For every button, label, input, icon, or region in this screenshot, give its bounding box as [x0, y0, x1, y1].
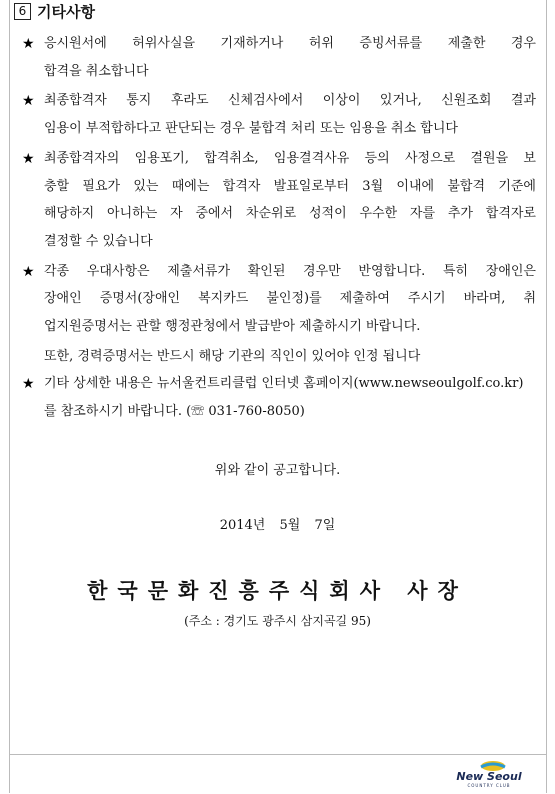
star-bullet-icon: ★ — [22, 263, 35, 280]
section-title: 기타사항 — [37, 3, 95, 21]
page-border-left — [9, 0, 10, 793]
section-number: 6 — [14, 3, 31, 20]
item-line: 해당하지 아니하는 자 중에서 차순위로 성적이 우수한 자를 추가 합격자로 — [44, 206, 536, 222]
item-line: 각종 우대사항은 제출서류가 확인된 경우만 반영합니다. 특히 장애인은 — [44, 263, 536, 279]
item-line: 기타 상세한 내용은 뉴서울컨트리클럽 인터넷 홈페이지(www.newseoulgolf.co.kr) — [44, 376, 524, 392]
star-bullet-icon: ★ — [22, 150, 35, 167]
logo-subtext: COUNTRY CLUB — [467, 783, 511, 788]
star-bullet-icon: ★ — [22, 36, 35, 52]
announcement-date — [0, 514, 555, 533]
section-heading — [14, 1, 95, 22]
item-line: 합격을 취소합니다 — [44, 63, 149, 79]
item-line: 충할 필요가 있는 때에는 합격자 발표일로부터 3월 이내에 불합격 기준에 — [44, 178, 536, 194]
page-border-bottom — [9, 754, 547, 755]
item-line: 임용이 부적합하다고 판단되는 경우 불합격 처리 또는 임용을 취소 합니다 — [44, 121, 458, 137]
list-item — [22, 370, 536, 425]
star-bullet-icon: ★ — [22, 376, 35, 393]
company-signature: 한국문화진흥주식회사 사장 — [87, 579, 468, 603]
item-note: 또한, 경력증명서는 반드시 해당 기관의 직인이 있어야 인정 됩니다 — [44, 348, 421, 364]
list-item — [22, 87, 536, 142]
new-seoul-logo — [447, 760, 531, 790]
list-item — [22, 145, 536, 256]
page-border-right — [546, 0, 547, 793]
date-day: 7일 — [314, 518, 336, 533]
item-line: 최종합격자 통지 후라도 신체검사에서 이상이 있거나, 신원조회 결과 — [44, 93, 536, 109]
announcement-text: 위와 같이 공고합니다. — [214, 463, 341, 478]
item-line: 최종합격자의 임용포기, 합격취소, 임용결격사유 등의 사정으로 결원을 보 — [44, 150, 536, 166]
item-line: 결정할 수 있습니다 — [44, 233, 153, 249]
date-year: 2014년 — [219, 518, 266, 533]
item-line: 장애인 증명서(장애인 복지카드 불인정)를 제출하여 주시기 바라며, 취 — [44, 291, 536, 307]
item-line: 를 참조하시기 바랍니다. (☏ 031-760-8050) — [44, 404, 305, 420]
company-address: (주소 : 경기도 광주시 삼지곡길 95) — [184, 614, 371, 628]
list-item — [22, 30, 536, 85]
date-month: 5월 — [279, 518, 301, 533]
star-bullet-icon: ★ — [22, 93, 35, 110]
logo-text: New Seoul — [456, 770, 522, 783]
list-item — [22, 258, 536, 341]
item-line: 업지원증명서는 관할 행정관청에서 발급받아 제출하시기 바랍니다. — [44, 319, 421, 335]
item-line: 응시원서에 허위사실을 기재하거나 허위 증빙서류를 제출한 경우 — [44, 36, 536, 51]
notice-item-list — [22, 30, 536, 428]
